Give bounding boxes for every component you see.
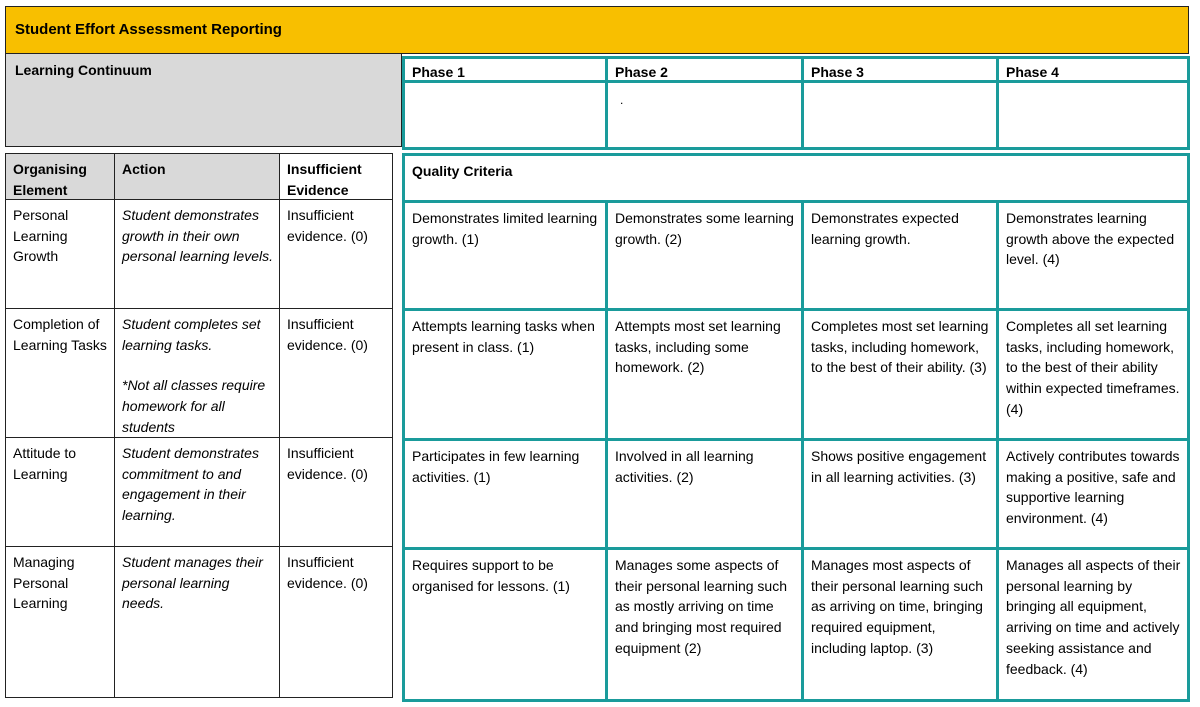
phase-2-header: Phase 2 <box>605 56 804 83</box>
phase-4-header: Phase 4 <box>996 56 1190 83</box>
row-1-phase-4: Demonstrates learning growth above the expected level. (4) <box>996 200 1190 311</box>
row-2-action-cell <box>114 308 280 438</box>
phase-1-header: Phase 1 <box>402 56 608 83</box>
quality-criteria-header: Quality Criteria <box>402 153 1190 203</box>
row-1-insufficient: Insufficient evidence. (0) <box>279 199 393 309</box>
phase-3-box <box>801 80 999 150</box>
phase-2-mark: . <box>620 93 624 107</box>
row-3-insufficient: Insufficient evidence. (0) <box>279 437 393 547</box>
row-4-phase-4: Manages all aspects of their personal learning by bringing all equipment, arriving on time and actively seeking assistance and feedback. (4) <box>996 547 1190 702</box>
row-3-phase-3: Shows positive engagement in all learning activities. (3) <box>801 438 999 550</box>
row-1-element: Personal Learning Growth <box>5 199 115 309</box>
row-1-phase-2: Demonstrates some learning growth. (2) <box>605 200 804 311</box>
action-header: Action <box>114 153 280 200</box>
row-2-action-note: *Not all classes require homework for all students <box>122 377 266 435</box>
row-4-action: Student manages their personal learning needs. <box>114 546 280 698</box>
phase-1-box <box>402 80 608 150</box>
row-2-phase-3: Completes most set learning tasks, including homework, to the best of their ability. (3) <box>801 308 999 441</box>
row-2-insufficient: Insufficient evidence. (0) <box>279 308 393 438</box>
row-3-action: Student demonstrates commitment to and engagement in their learning. <box>114 437 280 547</box>
row-2-phase-4: Completes all set learning tasks, including homework, to the best of their ability within expected timeframes. (4) <box>996 308 1190 441</box>
row-2-action: Student completes set learning tasks. <box>122 316 261 353</box>
row-1-phase-1: Demonstrates limited learning growth. (1) <box>402 200 608 311</box>
row-1-phase-3: Demonstrates expected learning growth. <box>801 200 999 311</box>
row-1-action: Student demonstrates growth in their own personal learning levels. <box>114 199 280 309</box>
row-2-phase-1: Attempts learning tasks when present in class. (1) <box>402 308 608 441</box>
row-2-phase-2: Attempts most set learning tasks, including some homework. (2) <box>605 308 804 441</box>
insufficient-evidence-header: Insufficient Evidence <box>279 153 393 200</box>
phase-4-box <box>996 80 1190 150</box>
row-3-element: Attitude to Learning <box>5 437 115 547</box>
row-2-element: Completion of Learning Tasks <box>5 308 115 438</box>
row-3-phase-1: Participates in few learning activities. (1) <box>402 438 608 550</box>
phase-3-header: Phase 3 <box>801 56 999 83</box>
row-4-element: Managing Personal Learning <box>5 546 115 698</box>
phase-2-box <box>605 80 804 150</box>
row-4-insufficient: Insufficient evidence. (0) <box>279 546 393 698</box>
organising-element-header: Organising Element <box>5 153 115 200</box>
row-3-phase-2: Involved in all learning activities. (2) <box>605 438 804 550</box>
row-3-phase-4: Actively contributes towards making a positive, safe and supportive learning environment. (4) <box>996 438 1190 550</box>
row-4-phase-2: Manages some aspects of their personal learning such as mostly arriving on time and bringing most required equipment (2) <box>605 547 804 702</box>
row-4-phase-1: Requires support to be organised for lessons. (1) <box>402 547 608 702</box>
page-title: Student Effort Assessment Reporting <box>5 6 1189 54</box>
learning-continuum-label: Learning Continuum <box>5 54 402 147</box>
row-4-phase-3: Manages most aspects of their personal learning such as arriving on time, bringing required equipment, including laptop. (3) <box>801 547 999 702</box>
